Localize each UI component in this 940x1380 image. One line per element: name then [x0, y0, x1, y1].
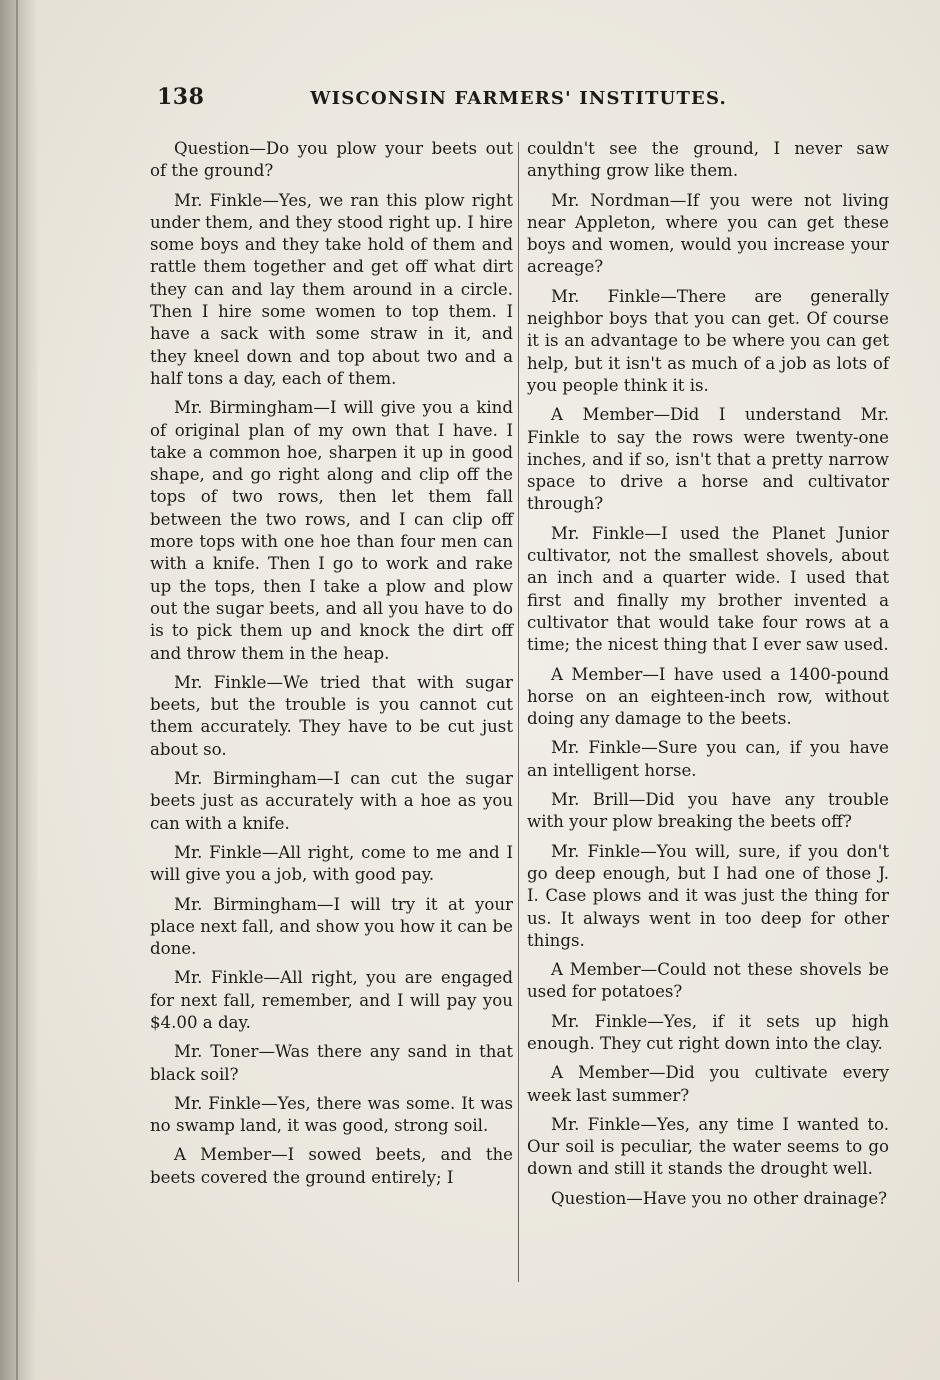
paragraph: Mr. Finkle—You will, sure, if you don't go deep enough, but I had one of those J. I. Case plows and it was just the thing for us. It always went in too deep for other things. [527, 841, 889, 950]
paragraph: Mr. Finkle—Sure you can, if you have an intelligent horse. [527, 738, 889, 780]
paragraph: Mr. Finkle—All right, come to me and I will give you a job, with good pay. [150, 842, 513, 885]
paragraph: Mr. Toner—Was there any sand in that black soil? [150, 1042, 513, 1084]
book-binding-shadow [0, 0, 38, 1380]
running-title: WISCONSIN FARMERS' INSTITUTES. [310, 88, 727, 109]
paragraph: Mr. Finkle—Yes, any time I wanted to. Our soil is peculiar, the water seems to go down and still it stands the drought well. [527, 1114, 889, 1179]
paragraph: A Member—Could not these shovels be used for potatoes? [527, 960, 889, 1002]
paragraph: Question—Have you no other drainage? [551, 1188, 888, 1208]
paragraph: Mr. Finkle—There are generally neighbor boys that you can get. Of course it is an advantage to be where you can get help, but it isn't as much of a job as lots of you people think it is. [527, 286, 889, 395]
paragraph: Mr. Finkle—All right, you are engaged for next fall, remember, and I will pay you $4.00 a day. [150, 968, 513, 1032]
paragraph: Mr. Brill—Did you have any trouble with your plow breaking the beets off? [527, 790, 889, 832]
page-header [157, 80, 727, 120]
right-column [527, 138, 889, 1217]
paragraph: A Member—Did I understand Mr. Finkle to say the rows were twenty-one inches, and if so, isn't that a pretty narrow space to drive a horse and cultivator through? [527, 405, 889, 514]
paragraph: Mr. Finkle—Yes, there was some. It was no swamp land, it was good, strong soil. [150, 1093, 513, 1136]
paragraph: Mr. Birmingham—I will give you a kind of original plan of my own that I have. I take a common hoe, sharpen it up in good shape, and go right along and clip off the tops of two rows, then let them fall between the two rows, and I can clip off more tops with one hoe than four men can with a knife. Then I go to work and rake up the tops, then I take a plow and plow out the sugar beets, and all you have to do is to pick them up and knock the dirt off and throw them in the heap. [150, 398, 513, 663]
paragraph: Mr. Birmingham—I will try it at your place next fall, and show you how it can be done. [150, 894, 513, 959]
column-divider [518, 142, 519, 1282]
paragraph: Mr. Nordman—If you were not living near Appleton, where you can get these boys and women, would you increase your acreage? [527, 190, 889, 277]
paragraph: Question—Do you plow your beets out of the ground? [150, 139, 513, 181]
paragraph: Mr. Finkle—We tried that with sugar beets, but the trouble is you cannot cut them accurately. They have to be cut just about so. [150, 672, 513, 759]
page-number: 138 [157, 84, 205, 110]
paragraph: A Member—I have used a 1400-pound horse on an eighteen-inch row, without doing any damage to the beets. [527, 664, 889, 729]
left-column [150, 138, 513, 1196]
paragraph: A Member—Did you cultivate every week last summer? [527, 1063, 889, 1105]
paragraph: A Member—I sowed beets, and the beets covered the ground entirely; I [150, 1145, 513, 1187]
paragraph-continued: couldn't see the ground, I never saw anything grow like them. [527, 139, 889, 181]
paragraph: Mr. Finkle—Yes, if it sets up high enough. They cut right down into the clay. [527, 1011, 889, 1053]
paragraph: Mr. Finkle—I used the Planet Junior cultivator, not the smallest shovels, about an inch and a quarter wide. I used that first and finally my brother invented a cultivator that would take four rows at a time; the nicest thing that I ever saw used. [527, 523, 889, 655]
paragraph: Mr. Finkle—Yes, we ran this plow right under them, and they stood right up. I hire some boys and they take hold of them and rattle them together and get off what dirt they can and lay them around in a circle. Then I hire some women to top them. I have a sack with some straw in it, and they kneel down and top about two and a half tons a day, each of them. [150, 190, 513, 388]
paragraph: Mr. Birmingham—I can cut the sugar beets just as accurately with a hoe as you can with a knife. [150, 769, 513, 833]
binding-edge-line [16, 0, 18, 1380]
